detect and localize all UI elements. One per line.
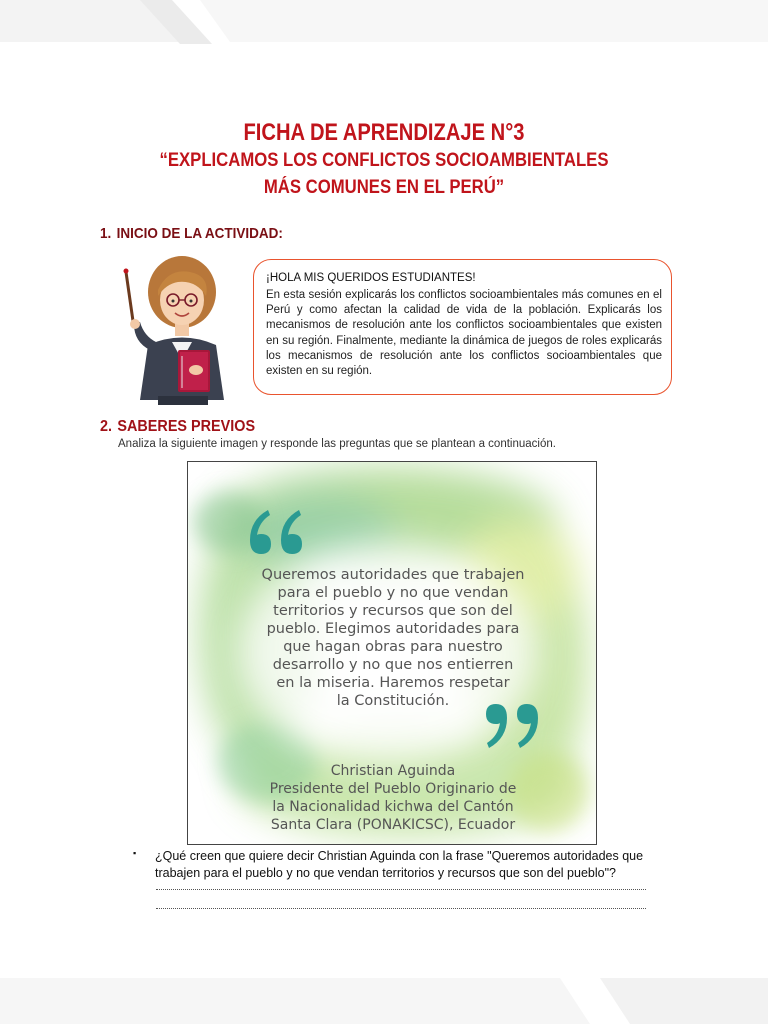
quote-text — [208, 566, 578, 710]
author-line: Christian Aguinda — [330, 763, 456, 779]
section-heading-inicio — [100, 225, 283, 242]
question-text — [155, 848, 675, 881]
greeting-title: ¡HOLA MIS QUERIDOS ESTUDIANTES! — [266, 272, 476, 284]
author-line: Santa Clara (PONAKICSC), Ecuador — [270, 817, 516, 833]
quote-line: que hagan obras para nuestro — [283, 639, 503, 655]
teacher-illustration — [120, 250, 245, 405]
quote-line: pueblo. Elegimos autoridades para — [266, 621, 520, 637]
quote-author — [208, 762, 578, 834]
answer-line[interactable] — [156, 908, 646, 909]
question-line: trabajen para el pueblo y no que vendan territorios y recursos que son del pueblo"? — [155, 865, 616, 880]
section-heading-saberes — [100, 418, 255, 436]
page-subtitle-line-1: “EXPLICAMOS LOS CONFLICTOS SOCIOAMBIENTALES — [159, 150, 609, 171]
section-heading-text: SABERES PREVIOS — [117, 418, 256, 435]
section-number: 1. — [100, 225, 112, 242]
greeting-text: En esta sesión explicarás los conflictos socioambientales más comunes en el Perú y como afectan la calidad de vida de la población. Explicarás los mecanismos de resolución ante los conflictos socioambientales que existen en su región. Finalmente, mediante la dinámica de juegos de roles explicarás los mecanismos de resolución ante los conflictos socioambientales que existen en su región. — [266, 289, 662, 378]
quote-line: Queremos autoridades que trabajen — [261, 567, 525, 583]
bullet-icon: ▪ — [133, 848, 137, 858]
quote-line: territorios y recursos que son del — [273, 603, 513, 619]
open-quote-icon — [244, 506, 304, 558]
section-heading-text: INICIO DE LA ACTIVIDAD: — [116, 225, 283, 242]
page-title: FICHA DE APRENDIZAJE N°3 — [243, 119, 525, 146]
instruction-text: Analiza la siguiente imagen y responde las preguntas que se plantean a continuación. — [118, 438, 556, 450]
quote-line: desarrollo y no que nos entierren — [272, 657, 514, 673]
quote-image — [187, 461, 597, 845]
question-line: ¿Qué creen que quiere decir Christian Aguinda con la frase "Queremos autoridades que — [155, 849, 644, 863]
page-subtitle-line-2: MÁS COMUNES EN EL PERÚ” — [263, 177, 505, 198]
quote-line: para el pueblo y no que vendan — [277, 585, 509, 601]
quote-line: la Constitución. — [336, 693, 450, 709]
section-number: 2. — [100, 418, 113, 435]
author-line: Presidente del Pueblo Originario de — [269, 781, 517, 797]
answer-line[interactable] — [156, 889, 646, 890]
author-line: la Nacionalidad kichwa del Cantón — [272, 799, 514, 815]
quote-line: en la miseria. Haremos respetar — [276, 675, 510, 691]
